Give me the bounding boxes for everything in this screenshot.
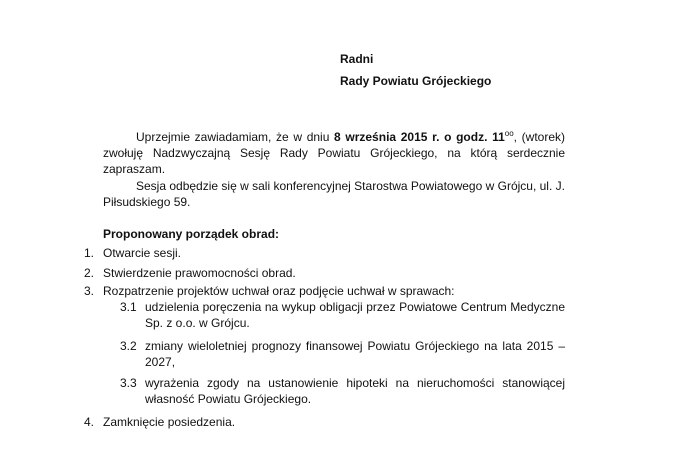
agenda-item-text: Rozpatrzenie projektów uchwał oraz podjęcie uchwał w sprawach: (103, 284, 455, 298)
agenda-item-number: 4. (84, 415, 95, 429)
agenda-item-number: 2. (84, 266, 95, 280)
location-paragraph: Sesja odbędzie się w sali konferencyjnej Starostwa Powiatowego w Grójcu, ul. J. Piłsudskiego 59. (103, 179, 565, 209)
agenda-subitem-text: udzielenia poręczenia na wykup obligacji przez Powiatowe Centrum Medyczne Sp. z o.o. w Grójcu. (145, 300, 565, 330)
invitation-text-end: , (wtorek) zwołuję Nadzwyczajną Sesję Rady Powiatu Grójeckiego, na którą serdecznie zapraszam. (103, 130, 566, 176)
agenda-item-number: 3. (84, 284, 95, 298)
invitation-paragraph (103, 129, 565, 177)
agenda-subitem-number: 3.1 (120, 300, 137, 314)
agenda-item-number: 1. (84, 246, 95, 260)
agenda-item-text: Zamknięcie posiedzenia. (103, 415, 236, 429)
session-time-minutes: oo (504, 129, 514, 138)
invitation-text-start: Uprzejmie zawiadamiam, że w dniu (136, 130, 335, 144)
session-date-time: 8 września 2015 r. o godz. 11 (334, 130, 505, 144)
recipient-line-2: Rady Powiatu Grójeckiego (340, 74, 492, 88)
recipient-line-1: Radni (340, 52, 374, 66)
agenda-subitem-number: 3.2 (120, 339, 137, 353)
agenda-subitem-text: zmiany wieloletniej prognozy finansowej Powiatu Grójeckiego na lata 2015 – 2027, (145, 339, 565, 369)
agenda-item-text: Otwarcie sesji. (103, 246, 182, 260)
agenda-item-text: Stwierdzenie prawomocności obrad. (103, 266, 296, 280)
agenda-title: Proponowany porządek obrad: (103, 227, 280, 241)
agenda-subitem-number: 3.3 (120, 376, 137, 390)
agenda-subitem-text: wyrażenia zgody na ustanowienie hipoteki na nieruchomości stanowiącej własność Powiatu Grójeckiego. (145, 376, 565, 406)
